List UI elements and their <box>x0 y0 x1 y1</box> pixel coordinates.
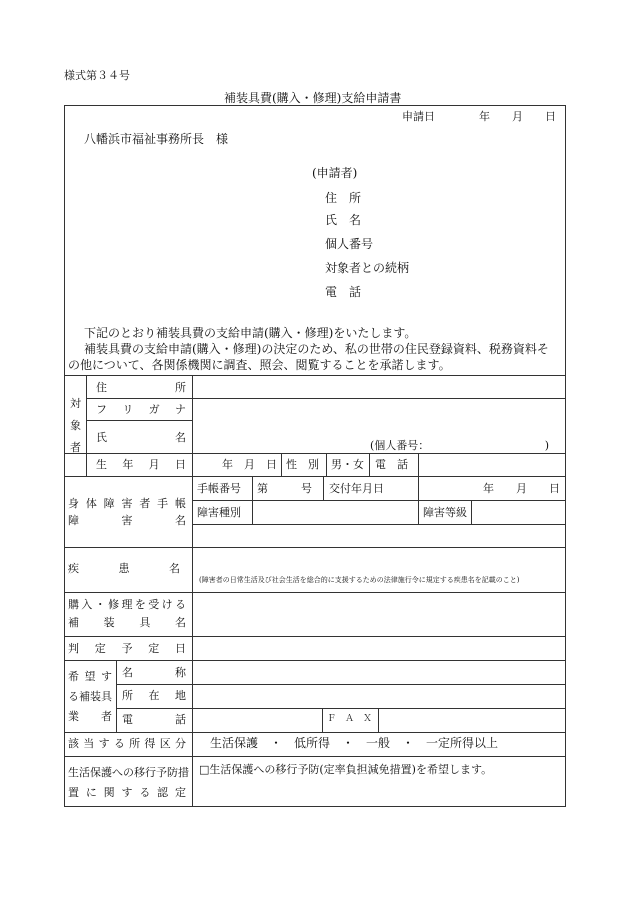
vendor-label-2: る補装具 <box>68 690 112 703</box>
statement-apply: 下記のとおり補装具費の支給申請(購入・修理)をいたします。 <box>84 326 417 340</box>
transition-checkbox-text[interactable]: □生活保護への移行予防(定率負担減免措置)を希望します。 <box>199 763 493 776</box>
form-number: 様式第３４号 <box>64 69 130 82</box>
judgement-date-label: 判 定 予 定 日 <box>68 642 186 655</box>
applicant-heading: (申請者) <box>312 166 358 180</box>
device-label-2: 補 装 具 名 <box>68 616 186 629</box>
disease-note: (障害者の日常生活及び社会生活を総合的に支援するための法律施行令に規定する疾患名を記載のこと) <box>199 576 520 584</box>
vendor-name-label: 名 称 <box>122 666 186 679</box>
disability-type-label: 障害種別 <box>197 506 241 519</box>
subject-address-label: 住 所 <box>96 381 186 394</box>
subject-name-label: 氏 名 <box>96 431 186 444</box>
birthdate-value: 年 月 日 <box>222 458 277 471</box>
applicant-mynumber-label: 個人番号 <box>325 237 374 251</box>
income-category-label: 該当する所得区分 <box>68 737 186 750</box>
subject-furigana-label: フ リ ガ ナ <box>96 403 186 416</box>
disability-name-label: 障 害 名 <box>68 514 186 527</box>
subject-phone-label: 電 話 <box>375 458 408 471</box>
vendor-phone-label: 電 話 <box>122 713 186 726</box>
application-date: 申請日 年 月 日 <box>402 110 556 123</box>
applicant-relation-label: 対象者との続柄 <box>325 261 410 275</box>
applicant-address-label: 住 所 <box>325 191 362 205</box>
disability-grade-label: 障害等級 <box>423 506 467 519</box>
subject-mynumber-note: (個人番号： ) <box>370 439 550 452</box>
gender-value: 男・女 <box>331 458 364 471</box>
device-label-1: 購入・修理を受ける <box>68 598 186 611</box>
issue-date-value: 年 月 日 <box>483 482 560 495</box>
disease-label: 疾 患 名 <box>68 562 180 575</box>
handbook-number-value: 第 号 <box>257 482 312 495</box>
subject-label: 対象者 <box>70 397 81 454</box>
applicant-name-label: 氏 名 <box>325 213 362 227</box>
vendor-fax-label: Ｆ Ａ Ｘ <box>327 714 373 724</box>
statement-consent-2: の他について、各関係機関に調査、照会、閲覧することを承諾します。 <box>68 358 451 372</box>
statement-consent-1: 補装具費の支給申請(購入・修理)の決定のため、私の世帯の住民登録資料、税務資料そ <box>84 342 549 356</box>
addressee: 八幡浜市福祉事務所長 様 <box>84 132 229 146</box>
vendor-label-1: 希 望 す <box>68 670 112 683</box>
gender-label: 性 別 <box>286 458 319 471</box>
vendor-label-3: 業 者 <box>68 710 112 723</box>
applicant-phone-label: 電 話 <box>325 285 362 299</box>
birthdate-label: 生 年 月 日 <box>96 458 186 471</box>
income-options: 生活保護 ・ 低所得 ・ 一般 ・ 一定所得以上 <box>210 736 499 750</box>
issue-date-label: 交付年月日 <box>329 482 384 495</box>
handbook-label: 身 体 障 害 者 手 帳 <box>68 497 186 510</box>
form-title: 補装具費(購入・修理)支給申請書 <box>224 91 402 105</box>
handbook-number-label: 手帳番号 <box>197 482 241 495</box>
transition-label-1: 生活保護への移行予防措 <box>68 766 189 779</box>
vendor-location-label: 所 在 地 <box>122 689 186 702</box>
transition-label-2: 置 に 関 す る 認 定 <box>68 786 186 799</box>
